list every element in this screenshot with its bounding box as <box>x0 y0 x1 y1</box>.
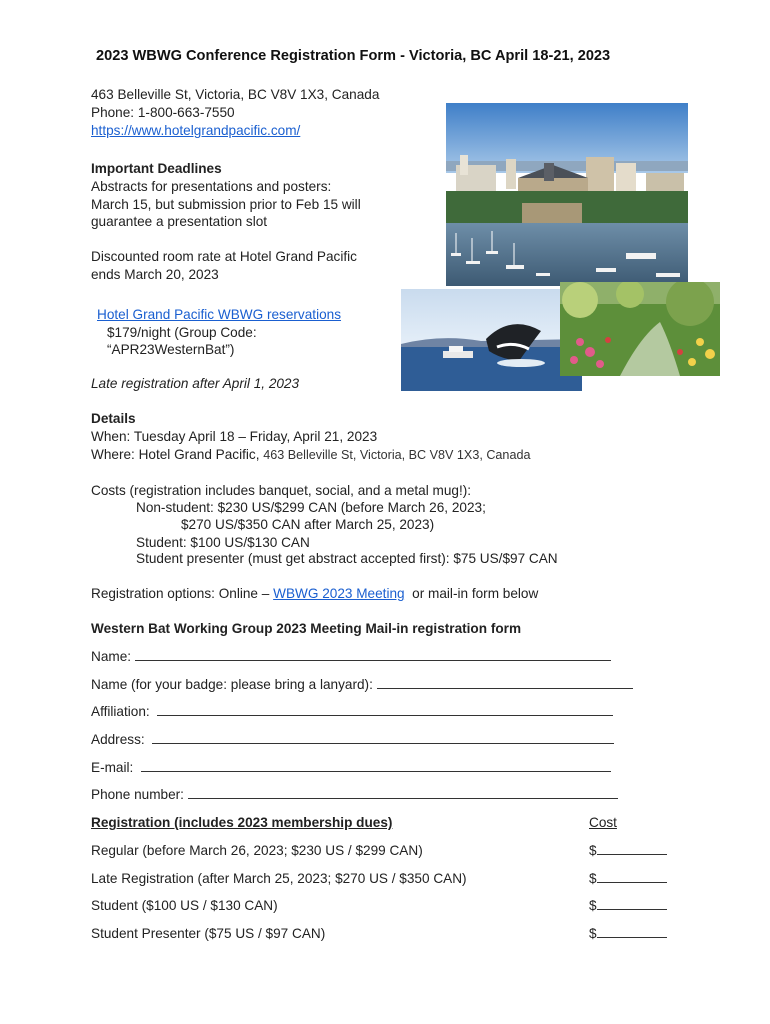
phone-blank[interactable] <box>188 786 618 799</box>
deadlines-heading: Important Deadlines <box>91 161 222 176</box>
cost-blank[interactable] <box>597 870 667 883</box>
reservation-link[interactable]: Hotel Grand Pacific WBWG reservations <box>97 307 342 322</box>
details-where-address: 463 Belleville St, Victoria, BC V8V 1X3, Canada <box>263 448 531 462</box>
abstracts-text-2: March 15, but submission prior to Feb 15 will <box>91 197 361 212</box>
online-registration-link[interactable]: WBWG 2023 Meeting <box>273 586 405 601</box>
late-registration-note: Late registration after April 1, 2023 <box>91 376 300 391</box>
address-blank[interactable] <box>152 731 614 744</box>
cost-blank[interactable] <box>597 897 667 910</box>
phone-field[interactable] <box>91 786 618 803</box>
cost-blank[interactable] <box>597 925 667 938</box>
currency-symbol: $ <box>589 871 597 886</box>
registration-heading: Registration (includes 2023 membership dues) <box>91 815 393 830</box>
room-rate-text-1: Discounted room rate at Hotel Grand Pacific <box>91 249 357 264</box>
details-where-prefix: Where: Hotel Grand Pacific, <box>91 447 260 462</box>
whale-photo <box>401 289 582 391</box>
currency-symbol: $ <box>589 926 597 941</box>
form-heading: Western Bat Working Group 2023 Meeting Mail-in registration form <box>91 621 522 636</box>
address-label: Address: <box>91 732 145 747</box>
venue-phone: Phone: 1-800-663-7550 <box>91 105 235 120</box>
rate-text-1: $179/night (Group Code: <box>107 325 257 340</box>
page-title: 2023 WBWG Conference Registration Form - Victoria, BC April 18-21, 2023 <box>96 48 611 64</box>
currency-symbol: $ <box>589 898 597 913</box>
harbour-photo <box>446 103 688 286</box>
badge-name-label: Name (for your badge: please bring a lanyard): <box>91 677 373 692</box>
rate-text-2: “APR23WesternBat”) <box>107 342 235 357</box>
registration-row-presenter: Student Presenter ($75 US / $97 CAN) <box>91 926 326 941</box>
cost-blank[interactable] <box>597 842 667 855</box>
cost-student: Student: $100 US/$130 CAN <box>136 535 310 550</box>
details-heading: Details <box>91 411 136 426</box>
email-field[interactable] <box>91 759 611 776</box>
affiliation-field[interactable] <box>91 703 613 720</box>
cost-heading: Cost <box>589 815 617 830</box>
cost-nonstudent-1: Non-student: $230 US/$299 CAN (before March 26, 2023; <box>136 500 486 515</box>
venue-address: 463 Belleville St, Victoria, BC V8V 1X3, Canada <box>91 87 380 102</box>
costs-intro: Costs (registration includes banquet, social, and a metal mug!): <box>91 483 472 498</box>
cost-field-presenter[interactable] <box>589 925 667 942</box>
name-field[interactable] <box>91 648 611 665</box>
registration-row-regular: Regular (before March 26, 2023; $230 US / $299 CAN) <box>91 843 423 858</box>
name-label: Name: <box>91 649 132 664</box>
cost-field-student[interactable] <box>589 897 667 914</box>
options-suffix: or mail-in form below <box>412 586 539 601</box>
currency-symbol: $ <box>589 843 597 858</box>
options-prefix: Registration options: Online – <box>91 586 270 601</box>
address-field[interactable] <box>91 731 614 748</box>
email-label: E-mail: <box>91 760 134 775</box>
phone-label: Phone number: <box>91 787 184 802</box>
abstracts-text-1: Abstracts for presentations and posters: <box>91 179 332 194</box>
cost-presenter: Student presenter (must get abstract accepted first): $75 US/$97 CAN <box>136 551 558 566</box>
garden-photo <box>560 282 720 376</box>
cost-nonstudent-2: $270 US/$350 CAN after March 25, 2023) <box>181 517 435 532</box>
badge-name-blank[interactable] <box>377 676 633 689</box>
registration-row-student: Student ($100 US / $130 CAN) <box>91 898 278 913</box>
email-blank[interactable] <box>141 759 611 772</box>
registration-options <box>91 585 538 602</box>
abstracts-text-3: guarantee a presentation slot <box>91 214 268 229</box>
name-blank[interactable] <box>135 648 611 661</box>
badge-name-field[interactable] <box>91 676 633 693</box>
venue-website-link[interactable]: https://www.hotelgrandpacific.com/ <box>91 123 301 138</box>
affiliation-label: Affiliation: <box>91 704 150 719</box>
details-when: When: Tuesday April 18 – Friday, April 21, 2023 <box>91 429 378 444</box>
room-rate-text-2: ends March 20, 2023 <box>91 267 219 282</box>
affiliation-blank[interactable] <box>157 703 613 716</box>
cost-field-late[interactable] <box>589 870 667 887</box>
details-where <box>91 446 530 464</box>
cost-field-regular[interactable] <box>589 842 667 859</box>
registration-row-late: Late Registration (after March 25, 2023; $270 US / $350 CAN) <box>91 871 467 886</box>
